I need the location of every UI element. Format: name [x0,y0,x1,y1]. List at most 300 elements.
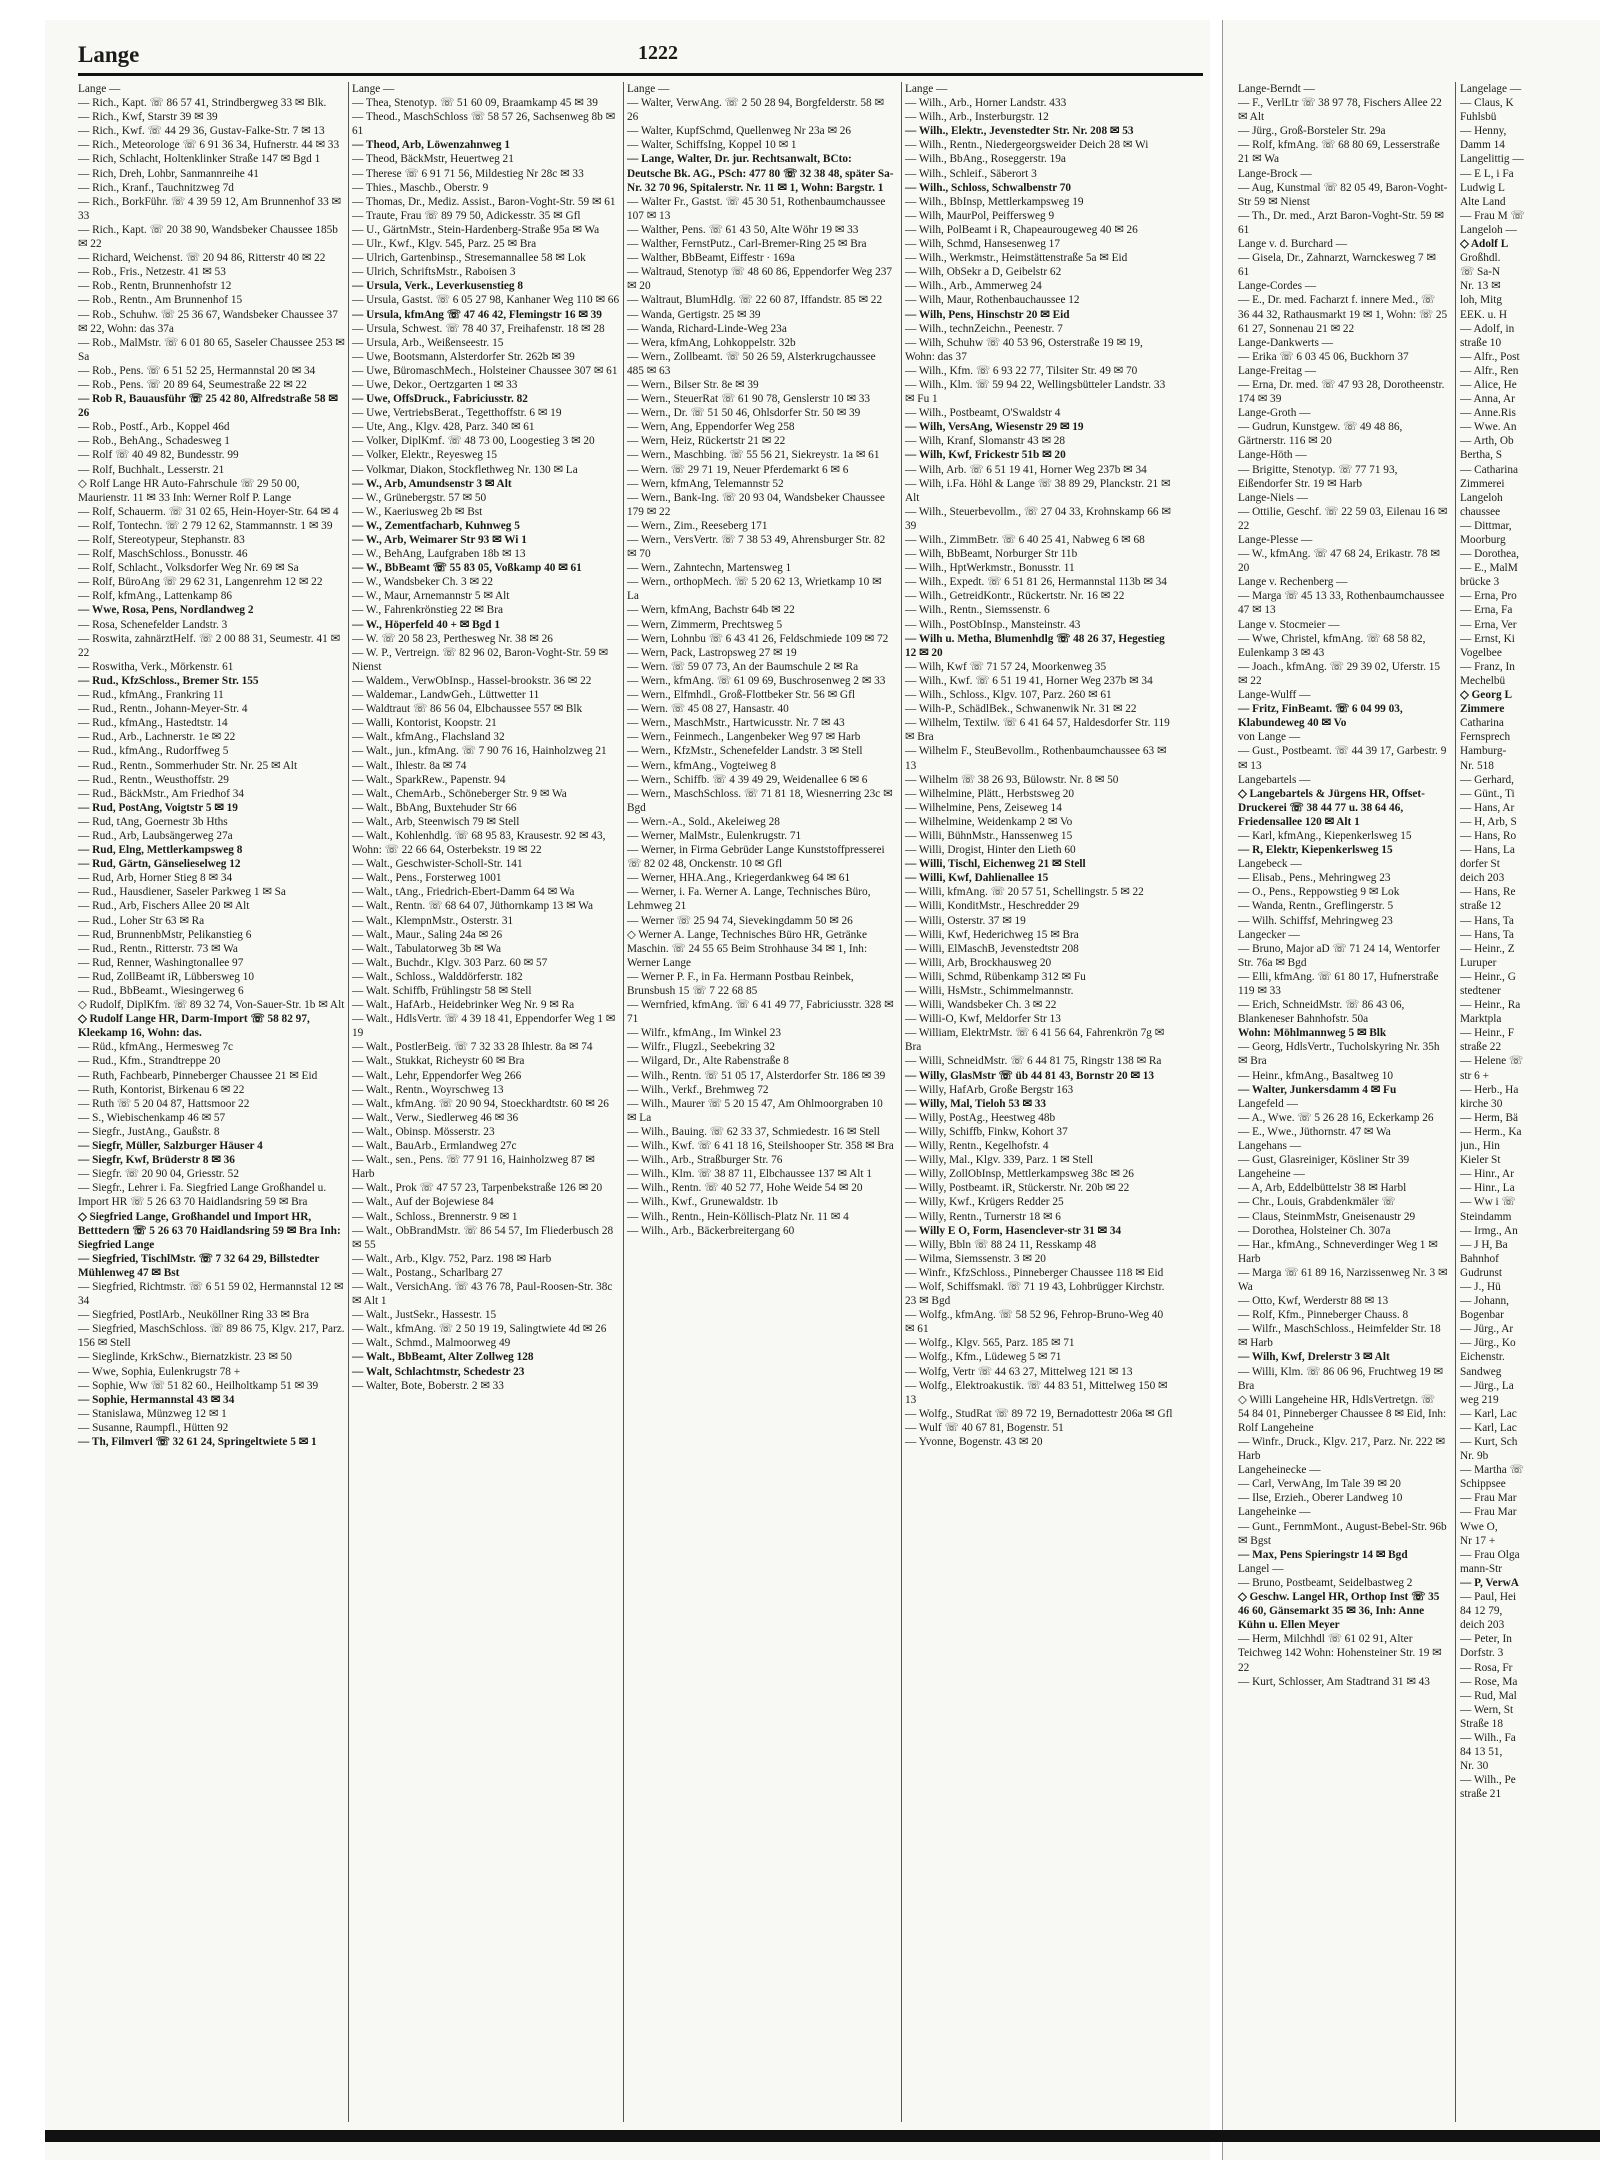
directory-entry: — Wilh., Schloss., Klgv. 107, Parz. 260 ✉ 61 [905,689,1112,702]
directory-entry: — Rud., kfmAng., Hastedtstr. 14 [78,717,228,730]
directory-entry: — Walt., KlempnMstr., Osterstr. 31 [352,914,514,927]
directory-entry: — Wern., Maschbing. ☏ 55 56 21, Siekreystr. 1a ✉ 61 [627,449,880,462]
directory-entry: — Rud, PostAng, Voigtstr 5 ✉ 19 [78,801,238,814]
directory-entry: — Wilh u. Metha, Blumenhdlg ☏ 48 26 37, Hegestieg 12 ✉ 20 [905,632,1165,659]
directory-entry: — Willi, Wandsbeker Ch. 3 ✉ 22 [905,999,1057,1012]
directory-entry: — Wilh., Kwf. ☏ 6 41 18 16, Steilshooper Str. 358 ✉ Bra [627,1140,894,1153]
directory-entry: jun., Hin [1460,1140,1500,1153]
directory-entry: — Wern, Zimmerm, Prechtsweg 5 [627,618,783,631]
directory-entry: — Erna, Fa [1460,604,1513,617]
directory-entry: ◇ Willi Langeheine HR, HdlsVertretgn. ☏ 54 84 01, Pinneberger Chaussee 8 ✉ Eid, Inh: Rolf Langeheine [1238,1393,1447,1434]
directory-entry: — Walt., sen., Pens. ☏ 77 91 16, Hainholzweg 87 ✉ Harb [352,1154,595,1181]
directory-entry: Schippsee [1460,1478,1506,1491]
directory-entry: — Walter, Junkersdamm 4 ✉ Fu [1238,1083,1397,1096]
directory-entry: — W., Maur, Arnemannstr 5 ✉ Alt [352,590,510,603]
directory-entry: — Waldemar., LandwGeh., Lüttwetter 11 [352,689,540,702]
directory-entry: — Willi, Drogist, Hinter den Lieth 60 [905,844,1076,857]
directory-entry: — Walt., BauArb., Ermlandweg 27c [352,1140,517,1153]
directory-entry: — Willy E O, Form, Hasenclever-str 31 ✉ 34 [905,1224,1122,1237]
directory-entry: — F., VerlLtr ☏ 38 97 78, Fischers Allee 22 ✉ Alt [1238,97,1442,124]
directory-entry: Lange-Cordes — [1238,280,1317,293]
directory-entry: — William, ElektrMstr. ☏ 6 41 56 64, Fahrenkrön 7g ✉ Bra [905,1027,1165,1054]
directory-entry: — Wilh., Kwf. ☏ 6 51 19 41, Horner Weg 237b ✉ 34 [905,674,1153,687]
directory-entry: Zimmere [1460,703,1505,716]
directory-entry: Mechelbü [1460,674,1506,687]
directory-entry: — Ruth ☏ 5 20 04 87, Hattsmoor 22 [78,1097,250,1110]
directory-entry: — W., Arb, Amundsenstr 3 ✉ Alt [352,477,512,490]
directory-entry: — Rüd., kfmAng., Hermesweg 7c [78,1041,233,1054]
directory-entry: — A, Arb, Eddelbüttelstr 38 ✉ Harbl [1238,1182,1407,1195]
directory-entry: — Rich., Kranf., Tauchnitzweg 7d [78,181,234,194]
directory-entry: — Winfr., Druck., Klgv. 217, Parz. Nr. 222 ✉ Harb [1238,1436,1445,1463]
directory-entry: — Willy, Rentn., Kegelhofstr. 4 [905,1140,1049,1153]
directory-entry: — Wilh, PolBeamt i R, Chapeaurougeweg 40 ✉ 26 [905,223,1138,236]
directory-entry: — Ernst, Ki [1460,632,1515,645]
directory-entry: Zimmerei [1460,477,1505,490]
directory-entry: Fuhlsbü [1460,111,1497,124]
directory-entry: Lange-Brock — [1238,167,1312,180]
directory-entry: — Wern, Ang, Eppendorfer Weg 258 [627,421,795,434]
directory-entry: — Erna, Pro [1460,590,1517,603]
directory-entry: — W., BehAng, Laufgraben 18b ✉ 13 [352,548,526,561]
directory-entry: — Wolfg., Klgv. 565, Parz. 185 ✉ 71 [905,1337,1075,1350]
directory-entry: Langeloh — [1460,223,1517,236]
directory-entry: — Wanda, Rentn., Greflingerstr. 5 [1238,900,1394,913]
directory-entry: — Rud, Arb, Horner Stieg 8 ✉ 34 [78,872,233,885]
directory-entry: — Ottilie, Geschf. ☏ 22 59 03, Eilenau 16 ✉ 22 [1238,505,1448,532]
directory-entry: — Alfr., Post [1460,350,1520,363]
directory-entry: — Wernfried, kfmAng. ☏ 6 41 49 77, Fabriciusstr. 328 ✉ 71 [627,999,894,1026]
directory-entry: — S., Wiebischenkamp 46 ✉ 57 [78,1111,226,1124]
directory-entry: — Willy, PostAg., Heestweg 48b [905,1111,1056,1124]
directory-entry: — Wern., Bilser Str. 8e ✉ 39 [627,378,759,391]
directory-entry: Wwe O, [1460,1520,1498,1533]
directory-entry: — Erich, SchneidMstr. ☏ 86 43 06, Blankeneser Bahnhofstr. 50a [1238,999,1405,1026]
directory-entry: — Willy, Rentn., Turnerstr 18 ✉ 6 [905,1210,1061,1223]
directory-entry: — Walt., Schmd., Malmoorweg 49 [352,1337,511,1350]
directory-entry: — R, Elektr, Kiepenkerlsweg 15 [1238,844,1393,857]
directory-entry: — Rob R, Bauausführ ☏ 25 42 80, Alfredstraße 58 ✉ 26 [78,393,338,420]
directory-entry: — Rich., Meteorologe ☏ 6 91 36 34, Hufnerstr. 44 ✉ 33 [78,139,340,152]
directory-entry: — Wern. ☏ 59 07 73, An der Baumschule 2 ✉ Ra [627,660,859,673]
directory-entry: — H, Arb, S [1460,815,1517,828]
directory-entry: — Aug, Kunstmal ☏ 82 05 49, Baron-Voght-Str 59 ✉ Nienst [1238,181,1448,208]
directory-entry: — Wilh., Steuerbevollm., ☏ 27 04 33, Krohnskamp 66 ✉ 39 [905,505,1171,532]
directory-entry: — Wilh., Expedt. ☏ 6 51 81 26, Hermannstal 113b ✉ 34 [905,576,1167,589]
directory-entry: — E., MalM [1460,562,1518,575]
directory-entry: — Susanne, Raumpfl., Hütten 92 [78,1421,229,1434]
directory-entry: Langeheine — [1238,1168,1305,1181]
directory-entry: — Kurt, Schlosser, Am Stadtrand 31 ✉ 43 [1238,1675,1430,1688]
directory-entry: — Wilh., Arb., Horner Landstr. 433 [905,97,1067,110]
directory-entry: — Frau Mar [1460,1506,1517,1519]
directory-entry: — Wilh., Verkf., Brehmweg 72 [627,1083,769,1096]
directory-entry: — Wilh, Pens, Hinschstr 20 ✉ Eid [905,308,1070,321]
directory-entry: — Stanislawa, Münzweg 12 ✉ 1 [78,1407,227,1420]
directory-entry: — Claus, SteinmMstr, Gneisenaustr 29 [1238,1210,1416,1223]
directory-entry: — Volker, Elektr., Reyesweg 15 [352,449,498,462]
directory-entry: — Willy, Postbeamt. iR, Stückerstr. Nr. 20b ✉ 22 [905,1182,1130,1195]
directory-entry: — Rolf ☏ 40 49 82, Bundesstr. 99 [78,449,239,462]
directory-entry: — Rob., Postf., Arb., Koppel 46d [78,421,230,434]
directory-entry: — Wern., Elfmhdl., Groß-Flottbeker Str. 56 ✉ Gfl [627,689,855,702]
directory-entry: — Walt., SparkRew., Papenstr. 94 [352,773,506,786]
directory-entry: — Wolfg., StudRat ☏ 89 72 19, Bernadottestr 206a ✉ Gfl [905,1407,1173,1420]
directory-entry: — Wilhelm, Textilw. ☏ 6 41 64 57, Haldesdorfer Str. 119 ✉ Bra [905,717,1170,744]
directory-entry: — Walther, BbBeamt, Eiffestr · 169a [627,252,795,265]
directory-entry: Lange-Wulff — [1238,689,1311,702]
directory-entry: — Willi, BühnMstr., Hanssenweg 15 [905,829,1073,842]
directory-entry: — Rosa, Schenefelder Landstr. 3 [78,618,228,631]
directory-entry: — Wilh, Kwf, Drelerstr 3 ✉ Alt [1238,1351,1390,1364]
directory-entry: — Rob., Rentn, Brunnenhofstr 12 [78,280,232,293]
directory-entry: Langefeld — [1238,1097,1298,1110]
directory-entry: — Wern. ☏ 45 08 27, Hansastr. 40 [627,703,789,716]
directory-entry: — Marga ☏ 45 13 33, Rothenbaumchaussee 47 ✉ 13 [1238,590,1445,617]
directory-entry: — Rud, Gärtn, Gänselieselweg 12 [78,858,241,871]
directory-entry: — Wilhelmine, Pens, Zeiseweg 14 [905,801,1062,814]
right-page-column-1 [1238,82,1448,1689]
directory-entry: — Wilh., Werkmstr., Heimstättenstraße 5a ✉ Eid [905,252,1128,265]
directory-entry: — Walt. Schiffb, Frühlingstr 58 ✉ Stell [352,985,532,997]
directory-entry: — Wilh., Rentn., Hein-Köllisch-Platz Nr. 11 ✉ 4 [627,1210,849,1223]
directory-entry: Lange-Groth — [1238,407,1311,420]
directory-entry: — Walt., Schloss., Walddörferstr. 182 [352,970,523,983]
directory-entry: Langecker — [1238,928,1300,941]
directory-entry: — Wilma, Siemssenstr. 3 ✉ 20 [905,1252,1046,1265]
directory-entry: — Erika ☏ 6 03 45 06, Buckhorn 37 [1238,350,1409,363]
directory-entry: — Wern., Feinmech., Langenbeker Weg 97 ✉ Harb [627,731,861,744]
directory-entry: ◇ Rolf Lange HR Auto-Fahrschule ☏ 29 50 00, Maurienstr. 11 ✉ 33 Inh: Werner Rolf P. Lange [78,477,300,504]
directory-entry: — Heinr., Ra [1460,999,1521,1012]
directory-entry: — Brigitte, Stenotyp. ☏ 77 71 93, Eißendorfer Str. 19 ✉ Harb [1238,463,1398,490]
directory-entry: — Willy, GlasMstr ☏ üb 44 81 43, Bornstr 20 ✉ 13 [905,1069,1155,1082]
directory-entry: — Wilh., Kwf., Grunewaldstr. 1b [627,1196,778,1209]
directory-entry: — Sophie, Hermannstal 43 ✉ 34 [78,1393,235,1406]
directory-entry: Damm 14 [1460,139,1505,152]
directory-entry: — Wilh., Schleif., Säberort 3 [905,167,1037,180]
directory-entry: — Carl, VerwAng, Im Tale 39 ✉ 20 [1238,1478,1401,1491]
directory-entry: Fernsprech [1460,731,1511,744]
directory-entry: — Wilh., Rentn., Siemssenstr. 6 [905,604,1050,617]
directory-entry: Langeheinecke — [1238,1464,1321,1477]
directory-entry: Nr. 518 [1460,759,1494,772]
directory-entry: — Rich, Dreh, Lohbr, Sanmannreihe 41 [78,167,259,180]
directory-entry: straße 22 [1460,1041,1502,1054]
directory-entry: — Kurt, Sch [1460,1436,1518,1448]
directory-entry: — Wilhelmine, Plätt., Herbstsweg 20 [905,787,1075,800]
directory-entry: — Frau Olga [1460,1548,1520,1561]
directory-entry: — Wilh., GetreidKontr., Rückertstr. Nr. 16 ✉ 22 [905,590,1125,603]
directory-entry: Dorfstr. 3 [1460,1647,1504,1660]
directory-entry: — Walt., Arb., Klgv. 752, Parz. 198 ✉ Harb [352,1252,552,1265]
directory-entry: — Rolf, Schlacht., Volksdorfer Weg Nr. 69 ✉ Sa [78,562,299,575]
directory-entry: — Werner ☏ 25 94 74, Sievekingdamm 50 ✉ 26 [627,914,853,927]
directory-entry: chaussee [1460,505,1501,518]
directory-entry: — Claus, K [1460,97,1514,110]
directory-entry: — Wern., Bank-Ing. ☏ 20 93 04, Wandsbeker Chaussee 179 ✉ 22 [627,491,885,518]
directory-entry: — Rolf, Tontechn. ☏ 2 79 12 62, Stammannstr. 1 ✉ 39 [78,519,333,532]
directory-entry: Lange v. Rechenberg — [1238,576,1348,589]
directory-entry: — Werner, HHA.Ang., Kriegerdankweg 64 ✉ 61 [627,872,851,885]
directory-entry: — Walt., Pens., Forsterweg 1001 [352,872,502,885]
directory-entry: — Wern, Heiz, Rückertstr 21 ✉ 22 [627,435,786,448]
directory-entry: — Walt., BbAng, Buxtehuder Str 66 [352,801,517,814]
directory-entry: — Rolf, MaschSchloss., Bonusstr. 46 [78,548,248,561]
directory-entry: — Willy, Kwf., Krügers Redder 25 [905,1196,1064,1209]
directory-entry: Vogelbee [1460,646,1502,659]
directory-entry: — W., Höperfeld 40 + ✉ Bgd 1 [352,618,501,631]
directory-entry: — Wilgard, Dr., Alte Rabenstraße 8 [627,1055,789,1068]
directory-entry: — Franz, In [1460,660,1515,673]
directory-entry: ◇ Georg L [1460,689,1512,702]
directory-entry: — Walt., Obinsp. Mösserstr. 23 [352,1125,495,1138]
directory-entry: Langel — [1238,1562,1284,1575]
directory-entry: Lange — [78,83,121,95]
directory-entry: — Waldtraut ☏ 86 56 04, Elbchaussee 557 ✉ Blk [352,703,583,716]
directory-entry: — Wwe, Rosa, Pens, Nordlandweg 2 [78,604,254,617]
directory-entry: — Rolf, Kfm., Pinneberger Chauss. 8 [1238,1309,1409,1322]
directory-entry: — Waltraut, BlumHdlg. ☏ 22 60 87, Iffandstr. 85 ✉ 22 [627,294,883,307]
directory-entry: — Rob., Pens. ☏ 20 89 64, Seumestraße 22 ✉ 22 [78,378,307,391]
directory-entry: dorfer St [1460,858,1500,871]
directory-entry: — Siegfried, MaschSchloss. ☏ 89 86 75, Klgv. 217, Parz. 156 ✉ Stell [78,1323,345,1350]
directory-entry: — Rob., Pens. ☏ 6 51 52 25, Hermannstal 20 ✉ 34 [78,364,316,377]
directory-entry: — Willy, Mal, Tieloh 53 ✉ 33 [905,1097,1047,1110]
directory-entry: — Siegfr, Müller, Salzburger Häuser 4 [78,1140,263,1153]
directory-entry: — Willi, Kwf, Dahlienallee 15 [905,872,1049,885]
directory-entry: — Sieglinde, KrkSchw., Biernatzkistr. 23 ✉ 50 [78,1351,292,1364]
directory-entry: — Martha ☏ [1460,1464,1524,1477]
directory-entry: — W., Wandsbeker Ch. 3 ✉ 22 [352,576,494,589]
directory-entry: Wohn: Möhlmannweg 5 ✉ Blk [1238,1027,1387,1040]
directory-entry: — Wilh., Pe [1460,1774,1516,1787]
directory-entry: — Sophie, Ww ☏ 51 82 60., Heilholtkamp 51 ✉ 39 [78,1379,319,1392]
directory-entry: — Wilh, Kwf ☏ 71 57 24, Moorkenweg 35 [905,660,1107,673]
directory-entry: — Rud., Loher Str 63 ✉ Ra [78,914,205,927]
directory-entry: — Willi, Schmd, Rübenkamp 312 ✉ Fu [905,970,1086,983]
directory-entry: — Karl, Lac [1460,1407,1517,1420]
directory-entry: — Wilh, Kwf, Frickestr 51b ✉ 20 [905,449,1066,462]
directory-entry: — Rud., Arb, Fischers Allee 20 ✉ Alt [78,900,250,913]
directory-entry: — W., Grünebergstr. 57 ✉ 50 [352,491,487,504]
directory-entry: — E., Wwe., Jüthornstr. 47 ✉ Wa [1238,1125,1391,1138]
directory-entry: — Ulr., Kwf., Klgv. 545, Parz. 25 ✉ Bra [352,238,537,251]
directory-entry: — Wolfg., Kfm., Lüdeweg 5 ✉ 71 [905,1351,1062,1364]
directory-entry: — Rosa, Fr [1460,1661,1513,1674]
directory-entry: — Hinr., La [1460,1182,1515,1195]
directory-entry: Alte Land [1460,195,1506,208]
directory-entry: — Siegfried, Richtmstr. ☏ 6 51 59 02, Hermannstal 12 ✉ 34 [78,1280,344,1308]
directory-entry: — Wilh., Rentn. ☏ 51 05 17, Alsterdorfer Str. 186 ✉ 39 [627,1069,886,1082]
directory-entry: — Wilh., Rentn., Niedergeorgsweider Deich 28 ✉ Wi [905,139,1149,152]
directory-entry: — Wern, Lohnbu ☏ 6 43 41 26, Feldschmiede 109 ✉ 72 [627,632,889,645]
directory-entry: — Walther, FernstPutz., Carl-Bremer-Ring 25 ✉ Bra [627,238,867,251]
directory-entry: — Heinr., Z [1460,942,1515,955]
directory-entry: — Wern. ☏ 29 71 19, Neuer Pferdemarkt 6 ✉ 6 [627,463,849,476]
directory-entry: — Adolf, in [1460,322,1515,335]
directory-entry: — Bruno, Postbeamt, Seidelbastweg 2 [1238,1576,1413,1589]
directory-entry: — Frau Mar [1460,1492,1517,1505]
directory-entry: — Rich., BorkFühr. ☏ 4 39 59 12, Am Brunnenhof 33 ✉ 33 [78,195,342,222]
directory-entry: — Rud., Arb, Laubsängerweg 27a [78,829,233,842]
directory-entry: — Uwe, VertriebsBerat., Tegetthoffstr. 6 ✉ 19 [352,407,562,420]
directory-entry: — Willi-O, Kwf, Meldorfer Str 13 [905,1013,1061,1026]
directory-entry: — A., Wwe. ☏ 5 26 28 16, Eckerkamp 26 [1238,1111,1434,1124]
directory-entry: — Willi, KonditMstr., Heschredder 29 [905,900,1080,913]
directory-entry: ◇ Werner A. Lange, Technisches Büro HR, Getränke Maschin. ☏ 24 55 65 Beim Strohhause 34 ✉ 1, Inh: Werner Lange [627,928,868,969]
directory-entry: Moorburg [1460,534,1506,546]
directory-column-4 [905,82,1173,1449]
directory-entry: — Rich., Kwf. ☏ 44 29 36, Gustav-Falke-Str. 7 ✉ 13 [78,125,325,138]
directory-entry: — Walt., ChemArb., Schöneberger Str. 9 ✉ Wa [352,787,567,800]
directory-entry: — Ilse, Erzieh., Oberer Landweg 10 [1238,1492,1403,1505]
directory-entry: — Wern., Zollbeamt. ☏ 50 26 59, Alsterkrugchaussee 485 ✉ 63 [627,350,876,377]
directory-entry: — Walt., Verw., Siedlerweg 46 ✉ 36 [352,1111,519,1124]
directory-entry: — Wilh, i.Fa. Höhl & Lange ☏ 38 89 29, Planckstr. 21 ✉ Alt [905,477,1171,504]
directory-entry: — W., kfmAng. ☏ 47 68 24, Erikastr. 78 ✉ 20 [1238,548,1440,575]
directory-entry: — Wilh., Maurer ☏ 5 20 15 47, Am Ohlmoorgraben 10 ✉ La [627,1097,883,1124]
directory-entry: — Ulrich, SchriftsMstr., Raboisen 3 [352,266,516,279]
directory-entry: — Walther, Pens. ☏ 61 43 50, Alte Wöhr 19 ✉ 33 [627,223,859,236]
directory-entry: — Rich., Kapt. ☏ 20 38 90, Wandsbeker Chaussee 185b ✉ 22 [78,223,338,251]
directory-entry: — Wilh, Kranf, Slomanstr 43 ✉ 28 [905,435,1066,448]
directory-entry: Catharina [1460,717,1504,730]
directory-entry: — Walt., Rentn., Woyrschweg 13 [352,1083,504,1096]
directory-entry: — Elisab., Pens., Mehringweg 23 [1238,872,1391,885]
directory-entry: — Rob., BehAng., Schadesweg 1 [78,435,230,448]
directory-entry: deich 203 [1460,872,1505,885]
directory-entry: Lange v. d. Burchard — [1238,238,1348,251]
directory-entry: — Ruth, Fachbearb, Pinneberger Chaussee 21 ✉ Eid [78,1069,318,1082]
directory-entry: Langelittig — [1460,153,1524,166]
directory-entry: — Wern., MaschSchloss. ☏ 71 81 18, Wiesnerring 23c ✉ Bgd [627,787,893,814]
directory-entry: Marktpla [1460,1013,1502,1026]
directory-entry: — O., Pens., Reppowstieg 9 ✉ Lok [1238,886,1400,899]
directory-entry: Luruper [1460,956,1497,969]
directory-entry: — Karl, kfmAng., Kiepenkerlsweg 15 [1238,829,1412,842]
directory-entry: — Uwe, BüromaschMech., Holsteiner Chaussee 307 ✉ 61 [352,364,618,377]
directory-entry: — Walt., Buchdr., Klgv. 303 Parz. 60 ✉ 57 [352,956,548,969]
directory-entry: — Wilh., HptWerkmstr., Bonusstr. 11 [905,562,1075,575]
directory-entry: Straße 18 [1460,1717,1503,1730]
directory-entry: Lange-Dankwerts — [1238,336,1334,349]
directory-entry: — Willy, Mal., Klgv. 339, Parz. 1 ✉ Stell [905,1154,1094,1167]
directory-entry: ◇ Siegfried Lange, Großhandel und Import HR, Betttedern ☏ 5 26 63 70 Haidlandsring 59 ✉ Bra Inh: Siegfried Lange [78,1210,341,1251]
directory-entry: — Walt., VersichAng. ☏ 43 76 78, Paul-Roosen-Str. 38c ✉ Alt 1 [352,1280,613,1308]
directory-entry: — Heinr., G [1460,970,1516,983]
directory-entry: — Marga ☏ 61 89 16, Narzissenweg Nr. 3 ✉ Wa [1238,1266,1448,1293]
directory-entry: kirche 30 [1460,1097,1503,1110]
directory-entry: — Anne.Ris [1460,407,1516,420]
directory-entry: — Günt., Ti [1460,787,1515,800]
column-divider [1455,82,1456,2122]
directory-entry: — Rose, Ma [1460,1675,1518,1688]
directory-entry: loh, Mitg [1460,294,1503,307]
directory-entry: — Theod, BäckMstr, Heuertweg 21 [352,153,514,166]
directory-entry: Langeheinke — [1238,1506,1311,1519]
right-page-column-2 [1460,82,1600,1801]
directory-entry: — Anna, Ar [1460,393,1515,406]
directory-entry: — Wilh., Rentn. ☏ 40 52 77, Hohe Weide 54 ✉ 20 [627,1182,863,1195]
directory-entry: — Wern., SteuerRat ☏ 61 90 78, Genslerstr 10 ✉ 33 [627,393,871,406]
page-header [78,42,1198,72]
directory-entry: — Gust, Glasreiniger, Kösliner Str 39 [1238,1154,1410,1167]
directory-entry: — Walt., Rentn. ☏ 68 64 07, Jüthornkamp 13 ✉ Wa [352,900,594,913]
directory-entry: — Rud., KfzSchloss., Bremer Str. 155 [78,674,259,687]
directory-entry: — Wilh., Postbeamt, O'Swaldstr 4 [905,407,1061,420]
directory-entry: — Rich., Kwf, Starstr 39 ✉ 39 [78,111,218,124]
directory-entry: Bertha, S [1460,449,1503,462]
directory-entry: — Rud., Arb., Lachnerstr. 1e ✉ 22 [78,731,236,744]
directory-entry: Lange — [905,83,948,95]
directory-entry: — Walt., Lehr, Eppendorfer Weg 266 [352,1069,522,1082]
directory-entry: — Traute, Frau ☏ 89 79 50, Adickesstr. 35 ✉ Gfl [352,209,581,222]
directory-entry: — Herm, Milchhdl ☏ 61 02 91, Alter Teichweg 142 Wohn: Hohensteiner Str. 19 ✉ 22 [1238,1633,1442,1674]
directory-entry: — Willi, SchneidMstr. ☏ 6 44 81 75, Ringstr 138 ✉ Ra [905,1055,1162,1068]
directory-entry: — Volker, DiplKmf. ☏ 48 73 00, Loogestieg 3 ✉ 20 [352,435,595,448]
directory-entry: — Willi, Osterstr. 37 ✉ 19 [905,914,1026,927]
directory-entry: — Wilh, MaurPol, Peiffersweg 9 [905,209,1055,222]
directory-entry: — Wilh., Arb., Bäckerbreitergang 60 [627,1224,795,1237]
directory-entry: — Yvonne, Bogenstr. 43 ✉ 20 [905,1436,1043,1448]
directory-entry: — Willi, Tischl, Eichenweg 21 ✉ Stell [905,858,1086,871]
directory-entry: — Helene ☏ [1460,1055,1524,1068]
directory-entry: — Theod, Arb, Löwenzahnweg 1 [352,139,510,152]
directory-entry: — Wern., Schiffb. ☏ 4 39 49 29, Weidenallee 6 ✉ 6 [627,773,868,786]
directory-entry: — Hinr., Ar [1460,1168,1514,1181]
directory-entry: ◇ Rudolf, DiplKfm. ☏ 89 32 74, Von-Sauer-Str. 1b ✉ Alt [78,999,345,1012]
directory-entry: — Willy, Schiffb, Finkw, Kohort 37 [905,1125,1068,1138]
directory-entry: — Rud., kfmAng., Rudorffweg 5 [78,745,229,758]
directory-entry: — Alice, He [1460,378,1517,391]
directory-entry: — Rolf, Buchhalt., Lesserstr. 21 [78,463,225,476]
directory-entry: — Wern., VersVertr. ☏ 7 38 53 49, Ahrensburger Str. 82 ✉ 70 [627,534,886,561]
directory-entry: 84 12 79, [1460,1605,1503,1618]
directory-entry: — Rud., Rentn., Weusthoffstr. 29 [78,773,229,786]
directory-entry: — Rolf, Stereotypeur, Stephanstr. 83 [78,534,245,546]
directory-entry: stedtener [1460,985,1501,997]
directory-entry: straße 21 [1460,1788,1502,1801]
directory-entry: Kieler St [1460,1154,1501,1167]
directory-entry: — Wilh., BbInsp, Mettlerkampsweg 19 [905,195,1084,208]
directory-entry: — Walt., ObBrandMstr. ☏ 86 54 57, Im Fliederbusch 28 ✉ 55 [352,1224,614,1251]
directory-entry: — Wanda, Gertigstr. 25 ✉ 39 [627,308,761,321]
directory-entry: Bahnhof [1460,1252,1499,1265]
directory-entry: — E., Dr. med. Facharzt f. innere Med., ☏ 36 44 32, Rathausmarkt 19 ✉ 1, Wohn: ☏ 25 61 27, Sonnenau 21 ✉ 22 [1238,294,1448,335]
directory-entry: — Ruth, Kontorist, Birkenau 6 ✉ 22 [78,1083,245,1096]
directory-entry: — Wilfr., kfmAng., Im Winkel 23 [627,1027,781,1040]
directory-entry: — P, VerwA [1460,1576,1519,1589]
directory-entry: — Wilh., Elektr., Jevenstedter Str. Nr. 208 ✉ 53 [905,125,1134,138]
directory-entry: — Ursula, Gastst. ☏ 6 05 27 98, Kanhaner Weg 110 ✉ 66 [352,294,620,307]
directory-entry: — Walt., Arb, Steenwisch 79 ✉ Stell [352,815,520,828]
directory-entry: — Wilh, Schmd, Hansesenweg 17 [905,238,1060,251]
directory-entry: Langeloh [1460,491,1503,504]
directory-entry: — Thies., Maschb., Oberstr. 9 [352,181,489,194]
directory-entry: — Rud., Kfm., Strandtreppe 20 [78,1055,221,1068]
directory-entry: — Ursula, Arb., Weißenseestr. 15 [352,336,504,349]
directory-entry: — Joach., kfmAng. ☏ 29 39 02, Uferstr. 15 ✉ 22 [1238,660,1441,687]
directory-entry: — Walt., Geschwister-Scholl-Str. 141 [352,858,523,871]
directory-entry: — Waldem., VerwObInsp., Hassel-brookstr. 36 ✉ 22 [352,674,592,687]
directory-entry: — Walter, Bote, Boberstr. 2 ✉ 33 [352,1379,504,1392]
directory-entry: Lange — [352,83,395,95]
directory-entry: — Walter, VerwAng. ☏ 2 50 28 94, Borgfelderstr. 58 ✉ 26 [627,97,884,124]
directory-entry: Langebeck — [1238,858,1302,871]
directory-entry: — Wilh., ZimmBetr. ☏ 6 40 25 41, Nabweg 6 ✉ 68 [905,534,1145,546]
directory-entry: — Wern., orthopMech. ☏ 5 20 62 13, Wrietkamp 10 ✉ La [627,576,882,603]
